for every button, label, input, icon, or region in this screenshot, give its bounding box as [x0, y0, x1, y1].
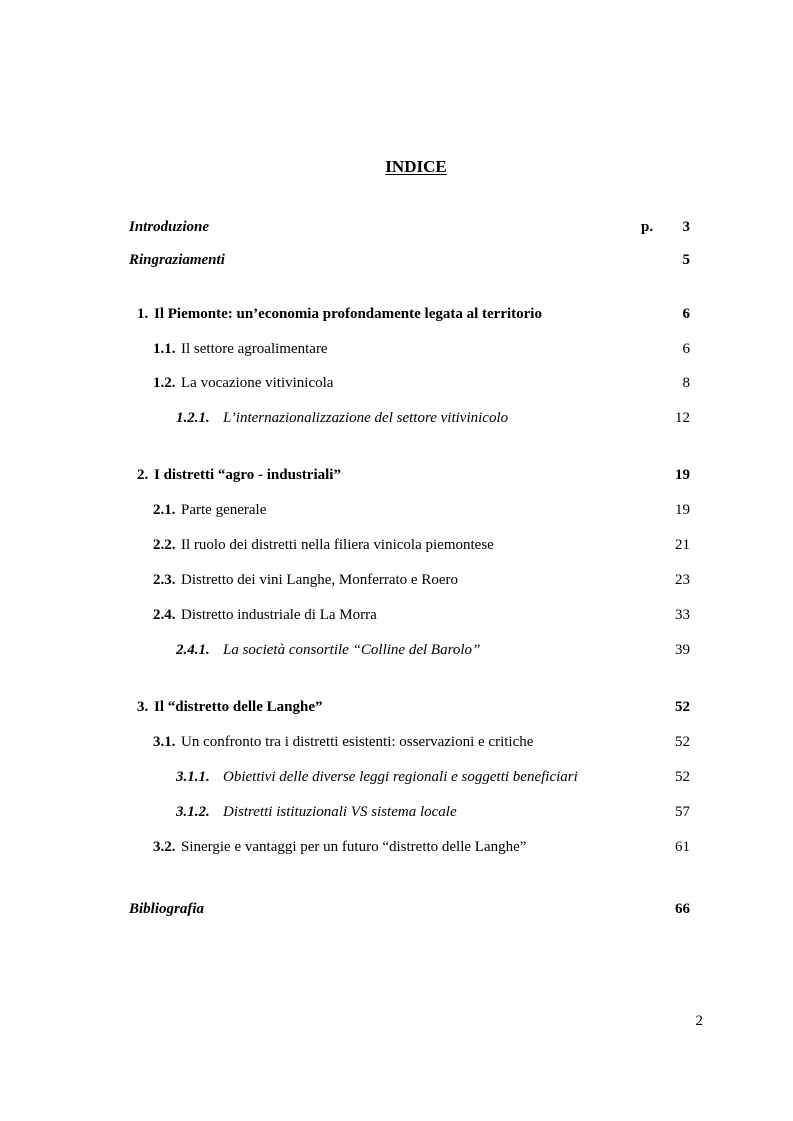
- toc-section-number: 2.2.: [153, 537, 176, 553]
- toc-page-number: 33: [675, 607, 690, 623]
- toc-subsection-label: La società consortile “Colline del Barolo”: [223, 642, 481, 658]
- toc-chapter-2[interactable]: [0, 464, 793, 486]
- toc-section-1-1[interactable]: [0, 338, 793, 360]
- toc-chapter-3[interactable]: [0, 696, 793, 718]
- toc-subsection-3-1-1[interactable]: [0, 766, 793, 788]
- toc-page-number: 8: [682, 375, 690, 391]
- toc-page-number: 52: [675, 699, 690, 715]
- toc-chapter-number: 2.: [137, 467, 149, 483]
- toc-section-1-2[interactable]: [0, 372, 793, 394]
- toc-section-3-2[interactable]: [0, 836, 793, 858]
- toc-page-number: 66: [675, 901, 690, 917]
- toc-page-number: 39: [675, 642, 690, 658]
- toc-page-number: 52: [675, 769, 690, 785]
- toc-title: INDICE: [385, 157, 447, 176]
- toc-page-number: 6: [682, 306, 690, 322]
- toc-section-number: 2.1.: [153, 502, 176, 518]
- toc-page-number: 57: [675, 804, 690, 820]
- footer-page-number: 2: [695, 1013, 703, 1029]
- toc-subsection-3-1-2[interactable]: [0, 801, 793, 823]
- toc-section-label: Distretto dei vini Langhe, Monferrato e Roero: [181, 572, 459, 588]
- toc-page-number: 23: [675, 572, 690, 588]
- toc-page-prefix: p.: [641, 219, 654, 235]
- toc-subsection-label: Obiettivi delle diverse leggi regionali e soggetti beneficiari: [223, 769, 578, 785]
- toc-chapter-number: 1.: [137, 306, 149, 322]
- toc-subsection-number: 3.1.2.: [176, 804, 210, 820]
- toc-subsection-number: 1.2.1.: [176, 410, 210, 426]
- toc-page-number: 19: [675, 467, 690, 483]
- toc-subsection-1-2-1[interactable]: [0, 407, 793, 429]
- toc-section-number: 2.3.: [153, 572, 176, 588]
- toc-entry-introduzione[interactable]: [0, 216, 793, 238]
- toc-chapter-label: I distretti “agro - industriali”: [154, 467, 341, 483]
- toc-page-number: 61: [675, 839, 690, 855]
- toc-section-3-1[interactable]: [0, 731, 793, 753]
- toc-section-number: 3.1.: [153, 734, 176, 750]
- toc-section-2-1[interactable]: [0, 499, 793, 521]
- toc-subsection-number: 2.4.1.: [176, 642, 210, 658]
- toc-section-2-3[interactable]: [0, 569, 793, 591]
- toc-entry-label: Ringraziamenti: [129, 252, 225, 268]
- toc-section-number: 2.4.: [153, 607, 176, 623]
- toc-page-number: 3: [682, 219, 690, 235]
- toc-page-number: 5: [682, 252, 690, 268]
- toc-entry-label: Bibliografia: [129, 901, 205, 917]
- toc-section-number: 3.2.: [153, 839, 176, 855]
- toc-page-number: 52: [675, 734, 690, 750]
- toc-chapter-label: Il “distretto delle Langhe”: [154, 699, 323, 715]
- toc-section-label: Un confronto tra i distretti esistenti: osservazioni e critiche: [181, 734, 534, 750]
- toc-page-number: 6: [682, 341, 690, 357]
- toc-chapter-label: Il Piemonte: un’economia profondamente legata al territorio: [154, 306, 542, 322]
- toc-subsection-number: 3.1.1.: [176, 769, 210, 785]
- toc-section-label: Distretto industriale di La Morra: [181, 607, 377, 623]
- toc-section-label: La vocazione vitivinicola: [181, 375, 334, 391]
- toc-subsection-label: L’internazionalizzazione del settore vitivinicolo: [223, 410, 509, 426]
- toc-section-label: Il settore agroalimentare: [181, 341, 328, 357]
- toc-section-label: Il ruolo dei distretti nella filiera vinicola piemontese: [181, 537, 494, 553]
- toc-section-label: Parte generale: [181, 502, 267, 518]
- toc-chapter-1[interactable]: [0, 303, 793, 325]
- toc-section-2-4[interactable]: [0, 604, 793, 626]
- toc-entry-label: Introduzione: [129, 219, 210, 235]
- toc-chapter-number: 3.: [137, 699, 149, 715]
- toc-section-label: Sinergie e vantaggi per un futuro “distretto delle Langhe”: [181, 839, 527, 855]
- toc-section-number: 1.1.: [153, 341, 176, 357]
- toc-subsection-label: Distretti istituzionali VS sistema locale: [223, 804, 457, 820]
- toc-section-2-2[interactable]: [0, 534, 793, 556]
- toc-entry-bibliografia[interactable]: [0, 898, 793, 920]
- toc-page-number: 12: [675, 410, 690, 426]
- toc-section-number: 1.2.: [153, 375, 176, 391]
- toc-subsection-2-4-1[interactable]: [0, 639, 793, 661]
- toc-page-number: 19: [675, 502, 690, 518]
- toc-entry-ringraziamenti[interactable]: [0, 249, 793, 271]
- toc-page-number: 21: [675, 537, 690, 553]
